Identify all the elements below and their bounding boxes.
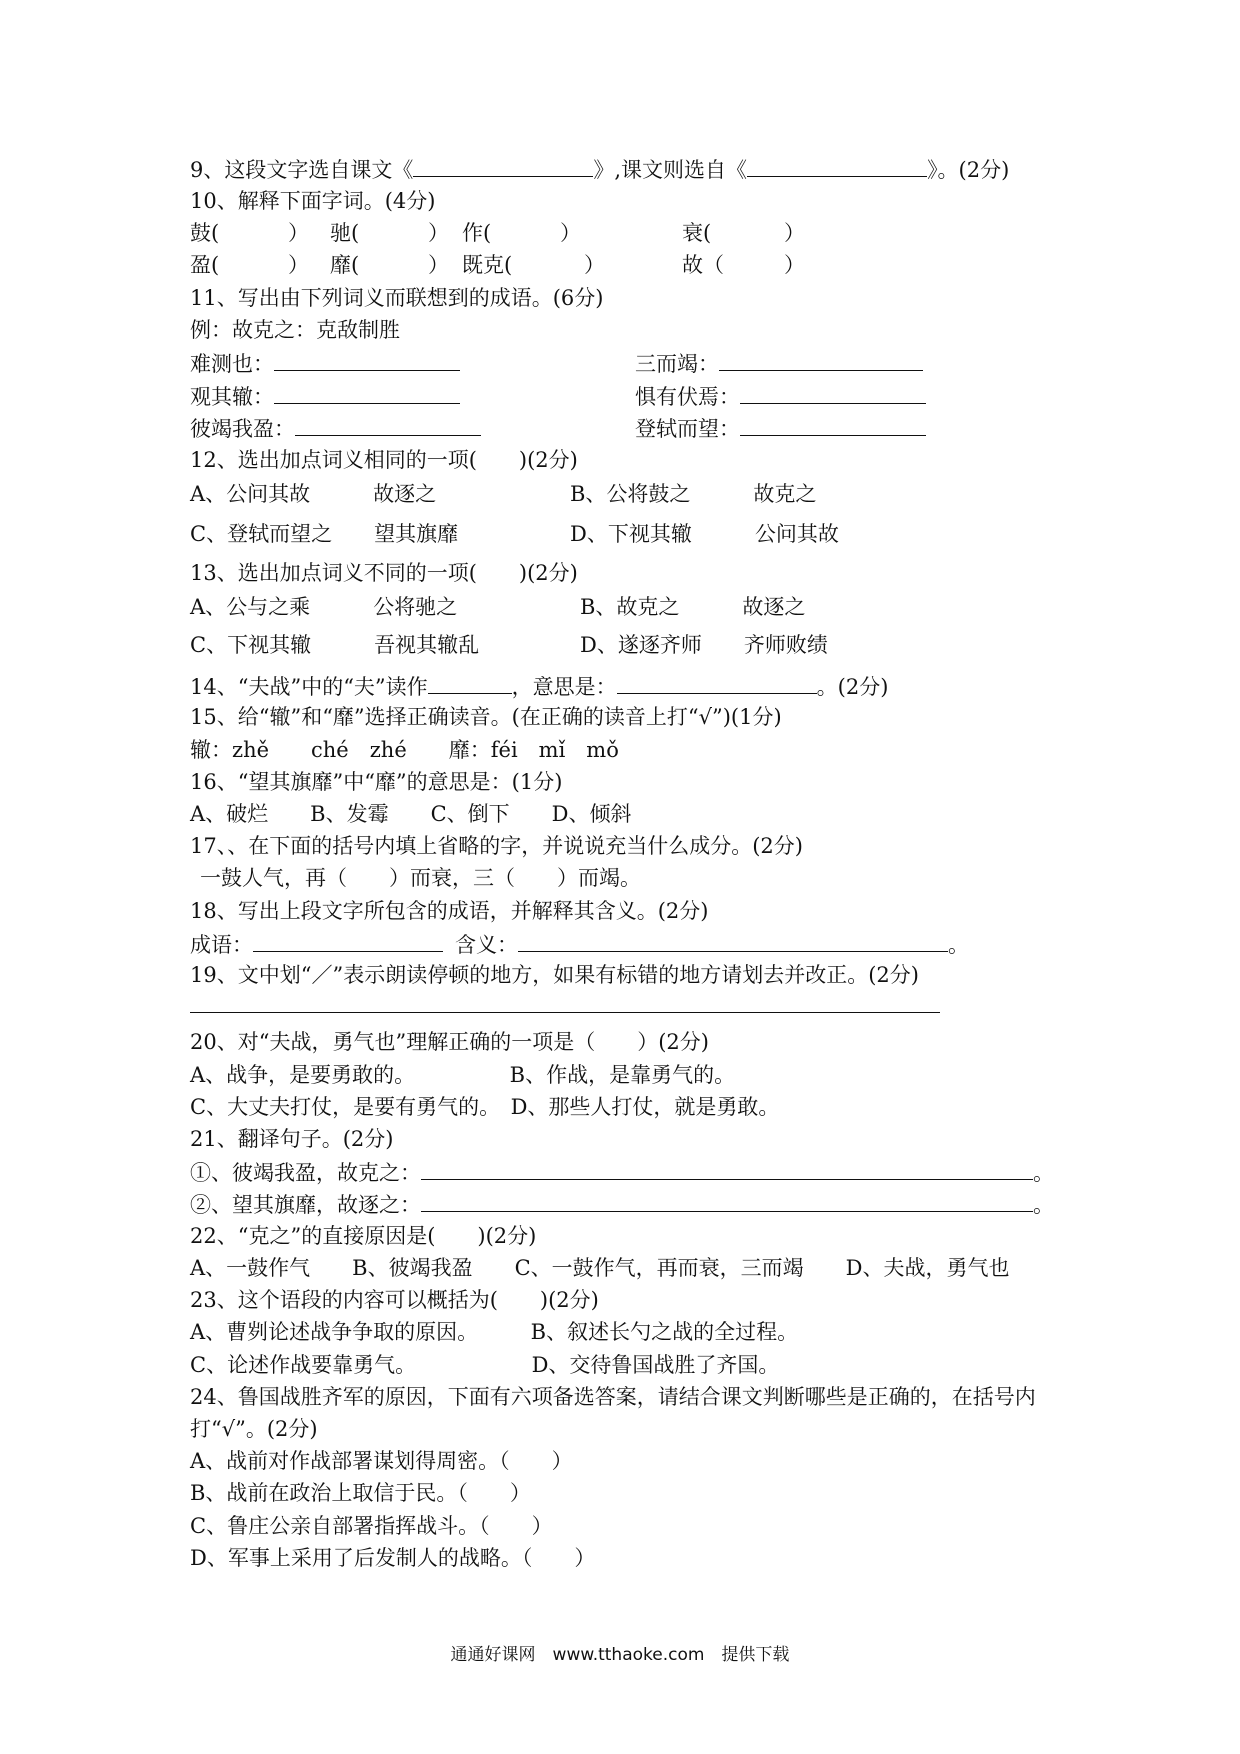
q16-options[interactable]: A、破烂 B、发霉 C、倒下 D、倾斜 xyxy=(190,802,632,826)
q19-answer-line[interactable] xyxy=(190,1012,940,1013)
q12-option-c[interactable]: C、登轼而望之 望其旗靡 xyxy=(190,522,459,546)
answer-line[interactable] xyxy=(740,415,926,436)
q13-option-b[interactable]: B、故克之 故逐之 xyxy=(580,595,806,619)
q20-options-ab[interactable]: A、战争，是要勇敢的。 B、作战，是靠勇气的。 xyxy=(190,1063,736,1087)
q24-title-line-1: 24、鲁国战胜齐军的原因，下面有六项备选答案，请结合课文判断哪些是正确的，在括号内 xyxy=(190,1385,1036,1409)
q21-blank-2[interactable] xyxy=(421,1191,1033,1212)
q11-item-2: 三而竭： xyxy=(635,350,923,376)
q11-item-5: 彼竭我盈： xyxy=(190,415,481,441)
q10-title: 10、解释下面字词。(4分) xyxy=(190,189,436,213)
q9-blank-1[interactable] xyxy=(413,156,593,177)
q18-idiom-blank[interactable] xyxy=(253,931,443,952)
q18-title: 18、写出上段文字所包含的成语，并解释其含义。(2分) xyxy=(190,899,709,923)
q9-blank-2[interactable] xyxy=(747,156,927,177)
answer-line[interactable] xyxy=(740,383,926,404)
q24-option-c[interactable]: C、鲁庄公亲自部署指挥战斗。（ ） xyxy=(190,1514,553,1538)
q18-meaning-blank[interactable] xyxy=(518,931,948,952)
page-footer: 通通好课网 www.tthaoke.com 提供下载 xyxy=(450,1645,790,1665)
q15-title: 15、给“辙”和“靡”选择正确读音。(在正确的读音上打“√”)(1分) xyxy=(190,705,782,729)
q18-answer: 成语： 含义： 。 xyxy=(190,933,969,957)
answer-line[interactable] xyxy=(295,415,481,436)
q13-option-a[interactable]: A、公与之乘 公将驰之 xyxy=(190,595,458,619)
q23-title: 23、这个语段的内容可以概括为( )(2分) xyxy=(190,1288,599,1312)
q21-sentence-1: ①、彼竭我盈，故克之： 。 xyxy=(190,1161,1054,1185)
q23-options-ab[interactable]: A、曹刿论述战争争取的原因。 B、叙述长勺之战的全过程。 xyxy=(190,1320,799,1344)
q12-title: 12、选出加点词义相同的一项( )(2分) xyxy=(190,448,578,472)
q22-options[interactable]: A、一鼓作气 B、彼竭我盈 C、一鼓作气，再而衰，三而竭 D、夫战，勇气也 xyxy=(190,1256,1010,1280)
q11-item-6: 登轼而望： xyxy=(635,415,926,441)
q24-option-d[interactable]: D、军事上采用了后发制人的战略。（ ） xyxy=(190,1546,596,1570)
q12-option-d[interactable]: D、下视其辙 公问其故 xyxy=(570,522,839,546)
answer-line[interactable] xyxy=(719,350,923,371)
q22-title: 22、“克之”的直接原因是( )(2分) xyxy=(190,1224,537,1248)
q11-item-3: 观其辙： xyxy=(190,383,460,409)
q19-title: 19、文中划“／”表示朗读停顿的地方，如果有标错的地方请划去并改正。(2分) xyxy=(190,963,919,987)
q24-option-b[interactable]: B、战前在政治上取信于民。（ ） xyxy=(190,1481,531,1505)
q17-title: 17、、在下面的括号内填上省略的字，并说说充当什么成分。(2分) xyxy=(190,834,803,858)
q16-title: 16、“望其旗靡”中“靡”的意思是：(1分) xyxy=(190,770,563,794)
q12-option-a[interactable]: A、公问其故 故逐之 xyxy=(190,482,437,506)
q21-title: 21、翻译句子。(2分) xyxy=(190,1127,394,1151)
q17-sentence[interactable]: 一鼓人气，再（ ）而衰，三（ ）而竭。 xyxy=(200,866,641,890)
q14-blank-2[interactable] xyxy=(617,673,817,694)
q11-item-1: 难测也： xyxy=(190,350,460,376)
q9: 9、这段文字选自课文《 》,课文则选自《 》。(2分) xyxy=(190,158,1010,182)
q15-pinyin[interactable]: 辙：zhě ché zhé 靡：féi mǐ mǒ xyxy=(190,738,619,762)
q14: 14、“夫战”中的“夫”读作 ，意思是： 。(2分) xyxy=(190,675,889,699)
q14-blank-1[interactable] xyxy=(428,673,512,694)
answer-line[interactable] xyxy=(274,350,460,371)
q21-sentence-2: ②、望其旗靡，故逐之： 。 xyxy=(190,1193,1054,1217)
q21-blank-1[interactable] xyxy=(421,1159,1033,1180)
q20-options-cd[interactable]: C、大丈夫打仗，是要有勇气的。 D、那些人打仗，就是勇敢。 xyxy=(190,1095,780,1119)
q12-option-b[interactable]: B、公将鼓之 故克之 xyxy=(570,482,817,506)
q13-title: 13、选出加点词义不同的一项( )(2分) xyxy=(190,561,578,585)
answer-line[interactable] xyxy=(274,383,460,404)
q20-title: 20、对“夫战，勇气也”理解正确的一项是（ ）(2分) xyxy=(190,1030,709,1054)
q23-options-cd[interactable]: C、论述作战要靠勇气。 D、交待鲁国战胜了齐国。 xyxy=(190,1353,780,1377)
q24-title-line-2: 打“√”。(2分) xyxy=(190,1417,318,1441)
q13-option-d[interactable]: D、遂逐齐师 齐师败绩 xyxy=(580,633,828,657)
q11-example: 例：故克之：克敌制胜 xyxy=(190,318,400,342)
q11-title: 11、写出由下列词义而联想到的成语。(6分) xyxy=(190,286,604,310)
q13-option-c[interactable]: C、下视其辙 吾视其辙乱 xyxy=(190,633,480,657)
q11-item-4: 惧有伏焉： xyxy=(635,383,926,409)
q24-option-a[interactable]: A、战前对作战部署谋划得周密。（ ） xyxy=(190,1449,573,1473)
